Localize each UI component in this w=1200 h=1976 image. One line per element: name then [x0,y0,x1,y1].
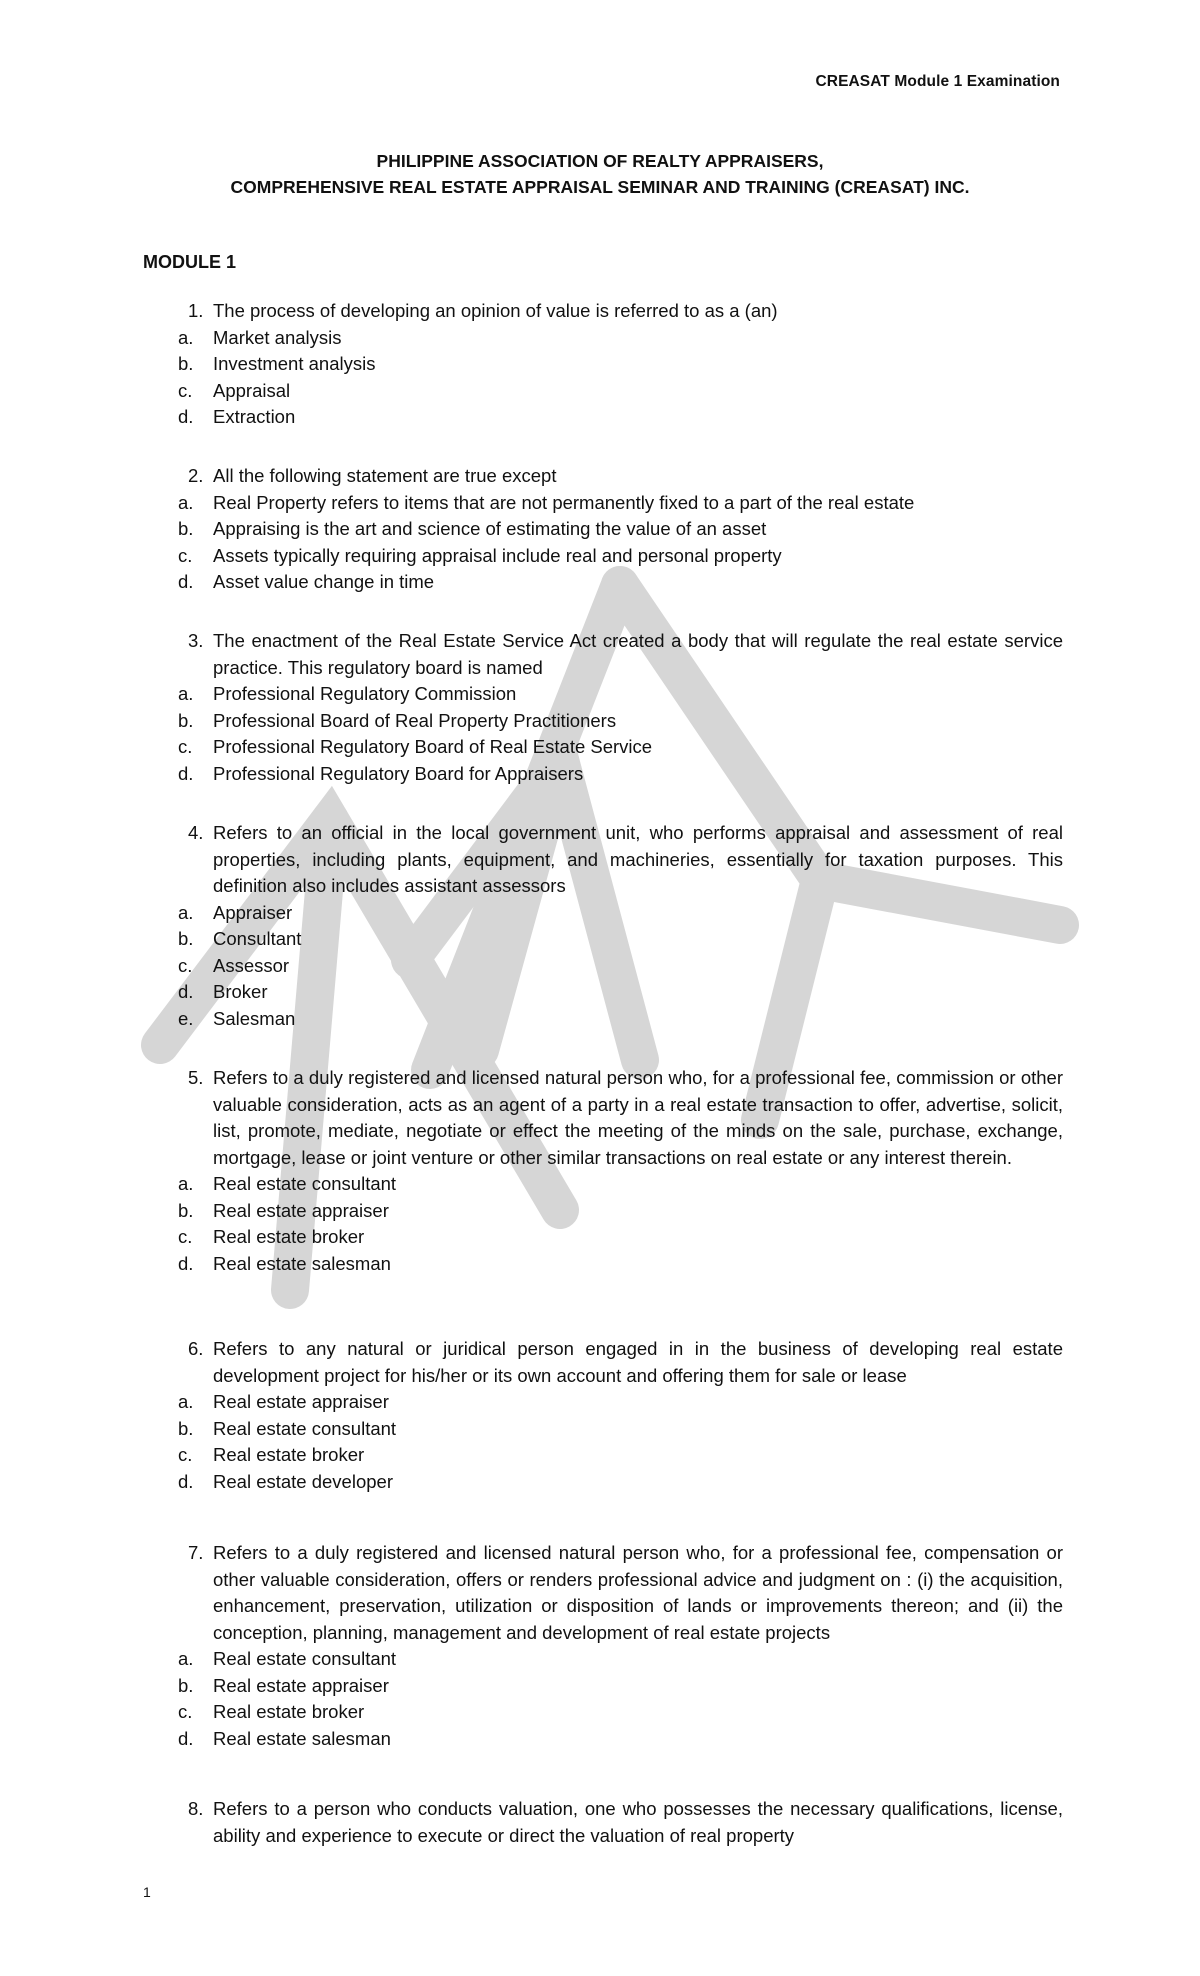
question-number: 2. [188,465,204,486]
option-item: a. Real estate consultant [178,1173,397,1194]
option-item: d. Broker [178,981,268,1002]
question-number: 7. [188,1542,204,1563]
question-text: Refers to an official in the local government unit, who performs appraisal and assessment of real properties, including plants, equipment, and machineries, essentially for taxation purposes. This definition also includes assistant assessors [213,822,1063,896]
question-7 [143,1540,1063,1752]
question-text: Refers to a duly registered and licensed natural person who, for a professional fee, commission or other valuable consideration, acts as an agent of a party in a real estate transaction to offer, advertise, solicit, list, promote, mediate, negotiate or effect the meeting of the minds on the sale, purchase, exchange, mortgage, lease or joint venture or other similar transactions on real estate or any interest therein. [213,1067,1063,1168]
option-item: a. Real estate consultant [178,1648,397,1669]
option-item: d. Real estate salesman [178,1727,391,1749]
question-number: 1. [188,300,204,321]
question-6 [143,1336,1063,1495]
title-line-2: COMPREHENSIVE REAL ESTATE APPRAISAL SEMINAR AND TRAINING (CREASAT) INC. [230,177,970,197]
option-item: c. Assets typically requiring appraisal include real and personal property [178,544,782,566]
question-3 [143,628,1063,787]
question-8 [143,1796,1063,1849]
option-item: c. Real estate broker [178,1444,365,1465]
question-text: Refers to any natural or juridical person engaged in in the business of developing real estate development project for his/her or its own account and offering them for sale or lease [213,1338,1063,1386]
question-number: 4. [188,822,204,843]
option-item: d. Real estate salesman [178,1252,391,1274]
question-text: Refers to a duly registered and licensed natural person who, for a professional fee, compensation or other valuable consideration, offers or renders professional advice and judgment on : (i) the acquisition, enhancement, preservation, utilization or disposition of lands or improvements thereon; and (ii) the conception, planning, management and development of real estate projects [213,1542,1063,1643]
option-item: a. Professional Regulatory Commission [178,683,517,704]
running-header: CREASAT Module 1 Examination [815,73,1060,90]
option-item: c. Professional Regulatory Board of Real Estate Service [178,736,653,757]
question-text: The enactment of the Real Estate Service Act created a body that will regulate the real estate service practice. This regulatory board is named [213,630,1063,678]
question-5 [143,1065,1063,1277]
option-item: b. Investment analysis [178,353,376,374]
option-item: d. Real estate developer [178,1470,393,1492]
option-item: c. Assessor [178,954,290,976]
option-item: b. Professional Board of Real Property Practitioners [178,709,617,731]
question-text: All the following statement are true except [213,465,557,486]
question-text: The process of developing an opinion of value is referred to as a (an) [213,300,778,321]
option-item: d. Professional Regulatory Board for Appraisers [178,762,584,784]
question-number: 6. [188,1338,204,1359]
option-item: c. Appraisal [178,379,291,401]
question-number: 8. [188,1798,204,1819]
document-title [0,148,1200,200]
option-item: a. Real Property refers to items that are not permanently fixed to a part of the real estate [178,491,915,513]
question-number: 5. [188,1067,204,1088]
question-2 [143,463,1063,596]
question-text: Refers to a person who conducts valuation, one who possesses the necessary qualifications, license, ability and experience to execute or direct the valuation of real property [213,1798,1063,1846]
option-item: b. Consultant [178,928,302,949]
question-4 [143,820,1063,1032]
option-item: b. Appraising is the art and science of estimating the value of an asset [178,518,767,539]
option-item: e. Salesman [178,1007,296,1029]
module-heading: MODULE 1 [143,252,237,272]
option-item: a. Appraiser [178,901,293,923]
option-item: c. Real estate broker [178,1226,365,1247]
page-number: 1 [143,1884,151,1900]
option-item: b. Real estate appraiser [178,1674,389,1696]
question-1 [143,298,1063,431]
question-number: 3. [188,630,204,651]
option-item: d. Asset value change in time [178,571,435,592]
option-item: d. Extraction [178,406,296,427]
option-item: b. Real estate appraiser [178,1199,389,1221]
option-item: a. Real estate appraiser [178,1391,389,1412]
option-item: a. Market analysis [178,326,342,348]
title-line-1: PHILIPPINE ASSOCIATION OF REALTY APPRAISERS, [376,151,824,171]
option-item: b. Real estate consultant [178,1417,397,1439]
option-item: c. Real estate broker [178,1701,365,1722]
